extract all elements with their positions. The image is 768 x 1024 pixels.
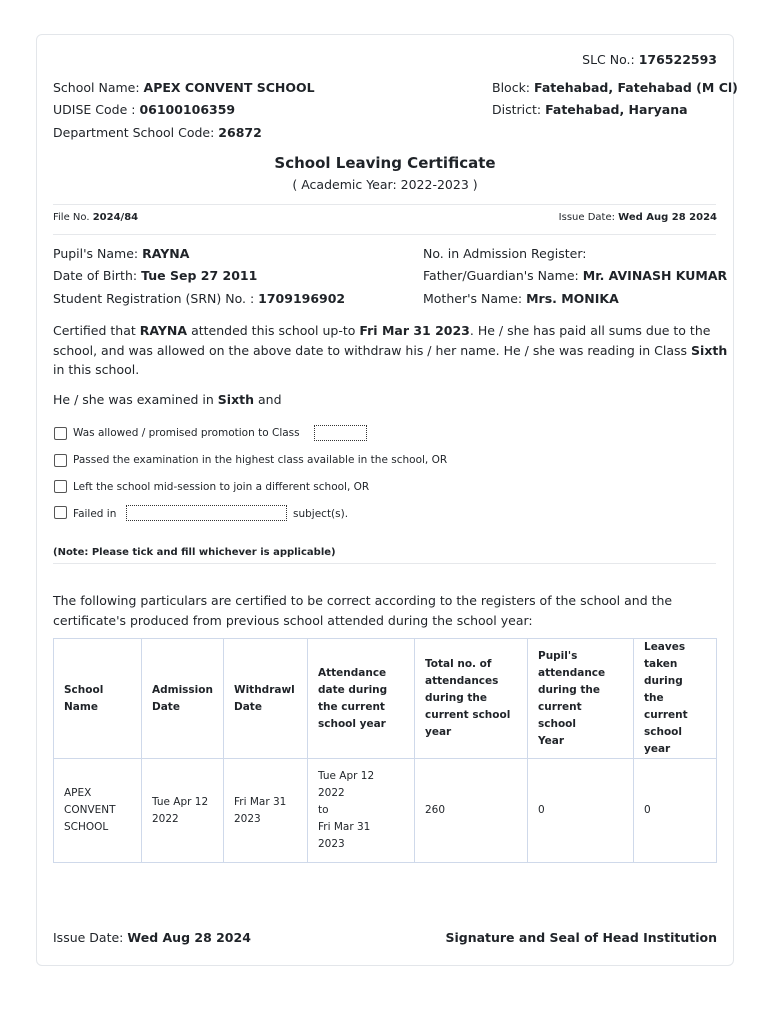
cell-line: School bbox=[64, 683, 104, 696]
cell-line: school bbox=[644, 726, 682, 738]
cell-line: 2023 bbox=[234, 812, 261, 825]
particulars-paragraph: The following particulars are certified to be correct according to the registers of the school and the certificate's produced from previous school attended during the school year: bbox=[53, 593, 673, 628]
cell-line: SCHOOL bbox=[64, 821, 109, 833]
cell-line: Name bbox=[64, 700, 98, 713]
cell-line: CONVENT bbox=[64, 804, 116, 816]
pupil-name: Pupil's Name: RAYNA bbox=[53, 246, 190, 261]
udise-code: UDISE Code : 06100106359 bbox=[53, 102, 236, 117]
cell-line: during the bbox=[538, 683, 601, 696]
cell-line: during the bbox=[425, 692, 488, 704]
district: District: Fatehabad, Haryana bbox=[492, 102, 688, 117]
failed-checkbox[interactable] bbox=[54, 506, 67, 519]
cell-line: to bbox=[318, 804, 329, 816]
promotion-checkbox[interactable] bbox=[54, 427, 67, 440]
header-total-attendances bbox=[415, 639, 528, 759]
srn-number: Student Registration (SRN) No. : 1709196902 bbox=[53, 291, 346, 306]
issue-date-top: Issue Date: Wed Aug 28 2024 bbox=[558, 212, 717, 223]
admission-register-number: No. in Admission Register: bbox=[423, 246, 587, 261]
cell-line: 2022 bbox=[318, 787, 345, 799]
issue-date-footer: Issue Date: Wed Aug 28 2024 bbox=[53, 930, 251, 945]
cell-admission-date bbox=[142, 759, 224, 863]
header-pupil-attendance bbox=[528, 639, 634, 759]
left-option-label: Left the school mid-session to join a different school, OR bbox=[73, 481, 370, 493]
failed-subjects-field[interactable] bbox=[126, 505, 287, 521]
header-school-name bbox=[54, 639, 142, 759]
header-withdrawl-date bbox=[224, 639, 308, 759]
slc-number: SLC No.: 176522593 bbox=[582, 52, 717, 67]
cell-line: current school bbox=[538, 700, 582, 730]
cell-line: the current bbox=[318, 700, 385, 713]
cell-total-attendances bbox=[415, 759, 528, 863]
failed-option-label: Failed in bbox=[73, 508, 117, 520]
header-leaves-taken bbox=[634, 639, 717, 759]
cell-line: Fri Mar 31 bbox=[234, 795, 287, 808]
academic-year: ( Academic Year: 2022-2023 ) bbox=[292, 177, 478, 192]
cell-line: taken bbox=[644, 658, 678, 670]
passed-option-label: Passed the examination in the highest class available in the school, OR bbox=[73, 454, 448, 466]
father-guardian-name: Father/Guardian's Name: Mr. AVINASH KUMAR bbox=[423, 268, 728, 283]
file-number: File No. 2024/84 bbox=[53, 212, 139, 223]
cell-line: Date bbox=[234, 700, 262, 713]
cell-pupil-attendance bbox=[528, 759, 634, 863]
certificate-card bbox=[36, 34, 738, 966]
cell-line: Year bbox=[538, 734, 565, 747]
header-attendance-dates bbox=[308, 639, 415, 759]
failed-option-suffix: subject(s). bbox=[293, 508, 349, 520]
cell-line: school year bbox=[318, 717, 386, 730]
signature-label: Signature and Seal of Head Institution bbox=[445, 930, 717, 945]
cell-line: during the bbox=[644, 675, 683, 704]
cell-withdrawl-date bbox=[224, 759, 308, 863]
cell-line: date during bbox=[318, 683, 388, 696]
department-school-code: Department School Code: 26872 bbox=[53, 125, 262, 140]
divider bbox=[53, 563, 716, 564]
cell-line: year bbox=[425, 726, 452, 738]
cell-line: Fri Mar 31 bbox=[318, 821, 371, 833]
cell-line: current bbox=[644, 709, 688, 721]
cell-line: Total no. of bbox=[425, 658, 492, 670]
passed-checkbox[interactable] bbox=[54, 454, 67, 467]
promotion-option-label: Was allowed / promised promotion to Class bbox=[73, 427, 300, 439]
certification-paragraph: Certified that RAYNA attended this school up-to Fri Mar 31 2023. He / she has paid all sums due to the school, and was allowed on the above date to withdraw his / her name. He / she was reading in Class Sixth in this school. bbox=[53, 323, 728, 377]
certificate-title: School Leaving Certificate bbox=[274, 154, 496, 172]
cell-line: 2022 bbox=[152, 812, 179, 825]
divider bbox=[53, 234, 716, 235]
cell-line: Pupil's bbox=[538, 649, 578, 662]
school-name: School Name: APEX CONVENT SCHOOL bbox=[53, 80, 315, 95]
cell-line: 260 bbox=[425, 804, 446, 816]
cell-line: 0 bbox=[538, 804, 545, 816]
header-admission-date bbox=[142, 639, 224, 759]
cell-line: Leaves bbox=[644, 641, 686, 653]
cell-line: current school bbox=[425, 709, 511, 721]
cell-line: Tue Apr 12 bbox=[318, 770, 375, 782]
mother-name: Mother's Name: Mrs. MONIKA bbox=[423, 291, 619, 306]
cell-line: attendances bbox=[425, 675, 499, 687]
cell-line: attendance bbox=[538, 666, 606, 679]
date-of-birth: Date of Birth: Tue Sep 27 2011 bbox=[53, 268, 258, 283]
cell-attendance-dates bbox=[308, 759, 415, 863]
cell-line: Attendance bbox=[318, 666, 387, 679]
examined-line: He / she was examined in Sixth and bbox=[53, 392, 282, 407]
table-header-row bbox=[54, 639, 717, 759]
cell-school-name bbox=[54, 759, 142, 863]
cell-line: Date bbox=[152, 700, 180, 713]
left-checkbox[interactable] bbox=[54, 480, 67, 493]
table-row bbox=[54, 759, 717, 863]
cell-leaves-taken bbox=[634, 759, 717, 863]
cell-line: Tue Apr 12 bbox=[152, 795, 209, 808]
block: Block: Fatehabad, Fatehabad (M Cl) bbox=[492, 80, 738, 95]
cell-line: year bbox=[644, 743, 671, 755]
particulars-table bbox=[53, 638, 717, 863]
cell-line: Withdrawl bbox=[234, 683, 295, 696]
promotion-class-field[interactable] bbox=[314, 425, 367, 441]
cell-line: 0 bbox=[644, 804, 651, 816]
cell-line: APEX bbox=[64, 787, 92, 799]
cell-line: 2023 bbox=[318, 838, 345, 850]
cell-line: Admission bbox=[152, 683, 213, 696]
divider bbox=[53, 204, 716, 205]
note: (Note: Please tick and fill whichever is applicable) bbox=[53, 547, 336, 558]
